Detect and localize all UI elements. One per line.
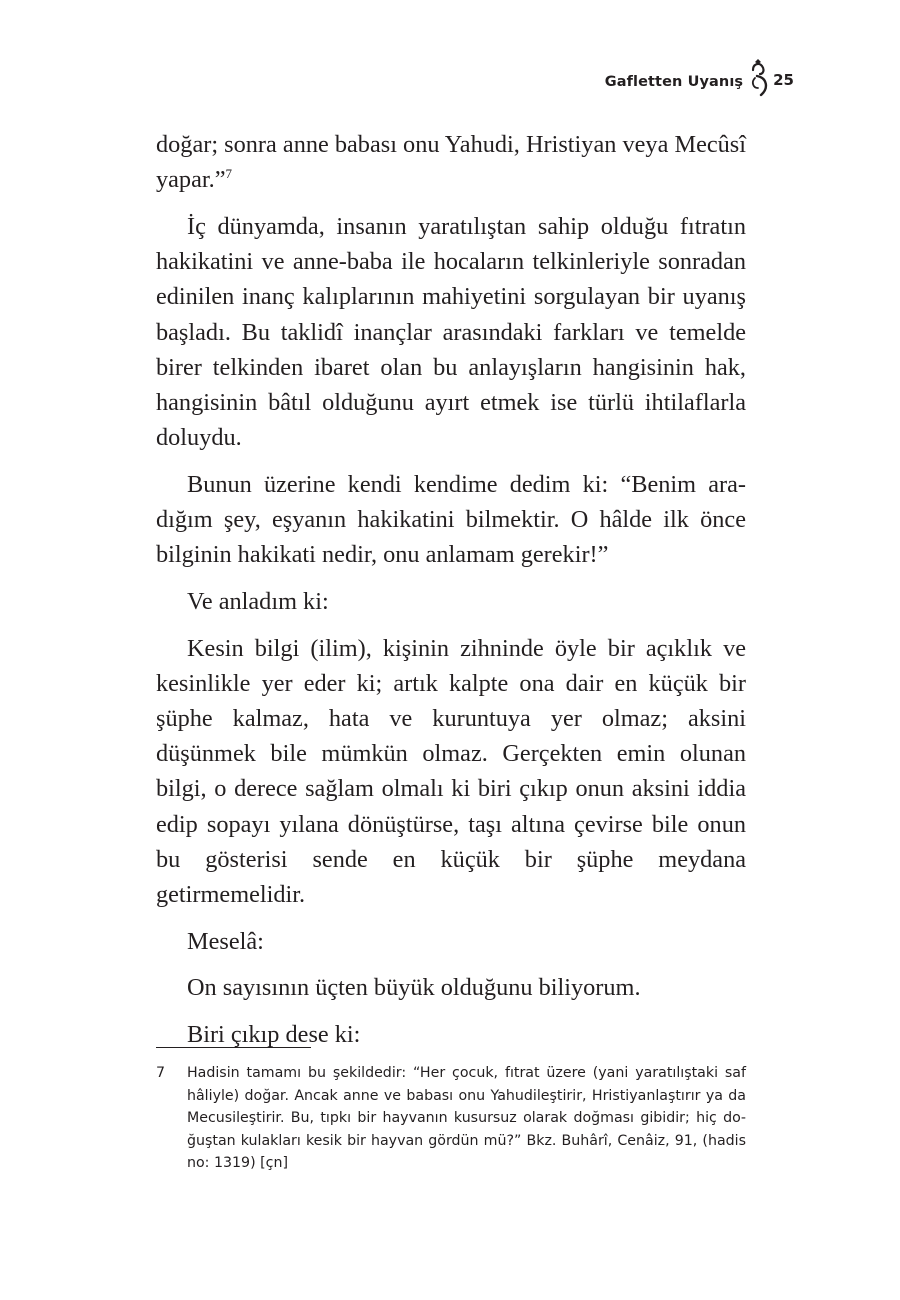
paragraph (156, 127, 746, 197)
paragraph: On sayısının üçten büyük olduğunu biliyorum. (187, 974, 641, 1002)
paragraph: Biri çıkıp dese ki: (187, 1021, 361, 1049)
footnote-divider (156, 1047, 311, 1048)
page-header (605, 58, 794, 98)
paragraph: Meselâ: (187, 927, 264, 955)
calligraphic-ornament-icon (745, 58, 771, 98)
footnote (156, 1062, 746, 1175)
page-number: 25 (773, 71, 794, 89)
paragraph: Kesin bilgi (ilim), kişinin zihninde öyle bir açıklık ve kesinlikle yer eder ki; artık kalpte ona dair en küçük bir şüphe kalmaz, hata ve kuruntuya yer olmaz; aksini düşünmek bile mümkün olmaz. Gerçekten emin olunan bilgi, o derece sağlam olmalı ki biri çıkıp onun aksini iddia edip sopayı yılana dönüştürse, taşı altına çevirse bile onun bu gösterisi sende en küçük bir şüphe meydana getirmemelidir. (156, 634, 746, 909)
body-text (156, 127, 746, 1064)
footnote-reference[interactable]: 7 (225, 166, 232, 182)
paragraph: Bunun üzerine kendi kendime dedim ki: “Benim aradığım şey, eşyanın hakikatini bilmektir. O hâlde ilk önce bilginin hakikati nedir, onu anlamam gerekir!” (156, 470, 746, 569)
footnote-number: 7 (156, 1065, 166, 1081)
paragraph: İç dünyamda, insanın yaratılıştan sahip olduğu fıtratın hakikatini ve anne-baba ile hocaların telkinleriyle sonradan edinilen inanç kalıplarının mahiyetini sorgulayan bir uyanış başladı. Bu taklidî inançlar arasındaki farkları ve temelde birer telkinden ibaret olan bu anlayışların hangisinin hak, hangisinin bâtıl olduğunu ayırt etmek ise türlü ihtilaflarla doluydu. (156, 212, 746, 452)
running-title: Gafletten Uyanış (604, 74, 744, 90)
paragraph: Ve anladım ki: (187, 587, 329, 615)
footnote-text: Hadisin tamamı bu şekildedir: “Her çocuk, fıtrat üzere (yani yaratılıştaki saf hâliyle) doğar. Ancak anne ve babası onu Yahudileştirir, Hristiyanlaştırır ya da Mecusileştirir. Bu, tıpkı bir hayvanın kusursuz olarak doğması gibidir; hiç doğuştan kulakları kesik bir hayvan gördün mü?” Bkz. Buhârî, Cenâiz, 91, (hadis no: 1319) [çn] (187, 1065, 746, 1171)
paragraph-text: doğar; sonra anne babası onu Yahudi, Hristiyan veya Mecûsî yapar.” (156, 131, 746, 194)
